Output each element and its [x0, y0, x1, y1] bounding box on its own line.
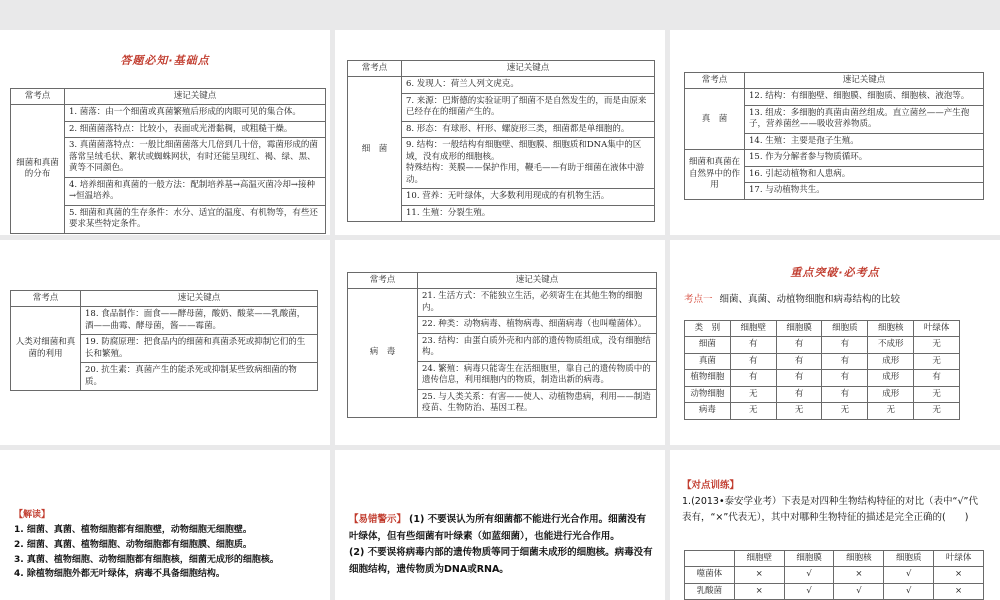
cell: 有 — [730, 353, 776, 369]
cell: 噬菌体 — [685, 567, 735, 583]
cell: 无 — [914, 353, 960, 369]
warning-block — [349, 512, 655, 579]
cell: × — [934, 567, 984, 583]
table-row — [348, 77, 655, 93]
slide-human-use — [0, 240, 330, 445]
table-row — [348, 289, 657, 317]
cell: 动物细胞 — [685, 386, 731, 402]
table-header-row — [11, 291, 318, 307]
header-cell: 常考点 — [11, 291, 81, 307]
slide-virus — [335, 240, 665, 445]
cell: 成形 — [868, 353, 914, 369]
cell: 无 — [914, 337, 960, 353]
category-cell: 细菌和真菌的分布 — [11, 105, 65, 233]
slide-key-points — [670, 240, 1000, 445]
banner-text: 重点突破·必考点 — [790, 266, 880, 279]
item-cell: 23. 结构：由蛋白质外壳和内部的遗传物质组成，没有细胞结构。 — [418, 333, 657, 361]
header-cell: 细胞质 — [884, 551, 934, 567]
header-cell: 细胞质 — [822, 321, 868, 337]
cell: 无 — [914, 403, 960, 419]
header-cell: 速记关键点 — [402, 61, 655, 77]
point-label: 考点一 — [684, 294, 713, 305]
table-row — [11, 105, 326, 121]
slide-bacteria — [335, 30, 665, 235]
interpretation-line: 1. 细菌、真菌、植物细胞都有细胞壁，动物细胞无细胞壁。 — [14, 524, 252, 535]
item-cell: 12. 结构：有细胞壁、细胞膜、细胞质、细胞核、液泡等。 — [745, 89, 984, 105]
cell: 乳酸菌 — [685, 583, 735, 599]
cell: 成形 — [868, 386, 914, 402]
header-cell: 速记关键点 — [65, 89, 326, 105]
table-row — [685, 583, 984, 599]
item-cell: 24. 繁殖：病毒只能寄生在活细胞里，靠自己的遗传物质中的遗传信息，利用细胞内的物质，制造出新的病毒。 — [418, 361, 657, 389]
item-cell: 8. 形态：有球形、杆形、螺旋形三类，细菌都是单细胞的。 — [402, 121, 655, 137]
warning-line: (1) 不要误认为所有细菌都不能进行光合作用。细菌没有叶绿体，但有些细菌有叶绿素（如蓝细菌），也能进行光合作用。 — [349, 514, 647, 542]
interpretation-block — [14, 508, 324, 582]
cell: 植物细胞 — [685, 370, 731, 386]
category-cell: 细菌和真菌在自然界中的作用 — [685, 150, 745, 199]
item-cell: 22. 种类：动物病毒、植物病毒、细菌病毒（也叫噬菌体）。 — [418, 317, 657, 333]
item-cell: 10. 营养：无叶绿体，大多数利用现成的有机物生活。 — [402, 189, 655, 205]
cell: √ — [784, 567, 834, 583]
cell: 无 — [914, 386, 960, 402]
interpretation-label: 【解读】 — [14, 510, 51, 520]
cell: × — [734, 583, 784, 599]
slide-mistake-warning — [335, 450, 665, 600]
item-cell: 17. 与动植物共生。 — [745, 183, 984, 199]
category-cell: 真 菌 — [685, 89, 745, 150]
cell: 无 — [730, 386, 776, 402]
point-title — [684, 292, 900, 308]
item-cell: 14. 生殖：主要是孢子生殖。 — [745, 133, 984, 149]
header-cell: 叶绿体 — [914, 321, 960, 337]
cell: 有 — [776, 386, 822, 402]
section-banner — [670, 264, 1000, 280]
cell: 无 — [822, 403, 868, 419]
header-cell: 常考点 — [348, 61, 402, 77]
header-cell: 常考点 — [348, 273, 418, 289]
table-header-row — [11, 89, 326, 105]
cell: × — [934, 583, 984, 599]
item-cell: 6. 发现人：荷兰人列文虎克。 — [402, 77, 655, 93]
slide-fungi — [670, 30, 1000, 235]
interpretation-line: 2. 细菌、真菌、植物细胞、动物细胞都有细胞膜、细胞质。 — [14, 539, 252, 550]
cell: 无 — [868, 403, 914, 419]
point-text: 细菌、真菌、动植物细胞和病毒结构的比较 — [719, 294, 901, 305]
item-cell: 4. 培养细菌和真菌的一般方法：配制培养基→高温灭菌冷却→接种→恒温培养。 — [65, 177, 326, 205]
table-row — [685, 353, 960, 369]
header-cell: 常考点 — [11, 89, 65, 105]
header-cell: 类 别 — [685, 321, 731, 337]
item-cell: 7. 来源：巴斯德的实验证明了细菌不是自然发生的，而是由原来已经存在的细菌产生的。 — [402, 93, 655, 121]
header-cell: 速记关键点 — [745, 73, 984, 89]
item-cell: 2. 细菌菌落特点：比较小，表面或光滑黏稠，或粗糙干燥。 — [65, 121, 326, 137]
cell: √ — [884, 567, 934, 583]
table-row — [685, 370, 960, 386]
cell: 无 — [776, 403, 822, 419]
table-row — [685, 150, 984, 166]
cell: 有 — [730, 370, 776, 386]
cell: √ — [784, 583, 834, 599]
header-cell: 细胞核 — [868, 321, 914, 337]
cell: 细菌 — [685, 337, 731, 353]
category-cell: 病 毒 — [348, 289, 418, 417]
knowledge-table — [347, 272, 657, 418]
item-cell: 5. 细菌和真菌的生存条件：水分、适宜的温度、有机物等，有些还要求某些特定条件。 — [65, 205, 326, 233]
knowledge-table — [347, 60, 655, 222]
header-cell: 速记关键点 — [81, 291, 318, 307]
header-cell: 细胞核 — [834, 551, 884, 567]
table-row — [685, 89, 984, 105]
item-cell: 9. 结构：一般结构有细胞壁、细胞膜、细胞质和DNA集中的区域，没有成形的细胞核。 特殊结构：荚膜——保护作用，鞭毛——有助于细菌在液体中游动。 — [402, 138, 655, 189]
item-cell: 20. 抗生素：真菌产生的能杀死或抑制某些致病细菌的物质。 — [81, 363, 318, 391]
cell: 有 — [822, 337, 868, 353]
header-cell: 细胞壁 — [734, 551, 784, 567]
cell: × — [734, 567, 784, 583]
cell: 有 — [730, 337, 776, 353]
table-row — [685, 567, 984, 583]
knowledge-table — [10, 88, 326, 234]
slide-practice — [670, 450, 1000, 600]
item-cell: 3. 真菌菌落特点：一般比细菌菌落大几倍到几十倍，霉菌形成的菌落常呈绒毛状、絮状或蜘蛛网状，有时还能呈现红、褐、绿、黑、黄等不同颜色。 — [65, 138, 326, 177]
table-header-row — [685, 551, 984, 567]
cell: √ — [834, 583, 884, 599]
header-cell: 细胞膜 — [784, 551, 834, 567]
cell: 有 — [822, 386, 868, 402]
cell: √ — [884, 583, 934, 599]
table-row — [685, 386, 960, 402]
cell: 无 — [730, 403, 776, 419]
warning-line: (2) 不要误将病毒内部的遗传物质等同于细菌未成形的细胞核。病毒没有细胞结构，遗传物质为DNA或RNA。 — [349, 547, 653, 575]
practice-question: 1.(2013•泰安学业考）下表是对四种生物结构特征的对比（表中“√”代表有，“×”代表无），其中对哪种生物特征的描述是完全正确的( ) — [682, 496, 978, 524]
banner-text: 答题必知·基础点 — [120, 54, 210, 67]
slide-basics-distribution — [0, 30, 330, 235]
table-header-row — [348, 273, 657, 289]
cell: 成形 — [868, 370, 914, 386]
slide-interpretation — [0, 450, 330, 600]
interpretation-line: 3. 真菌、植物细胞、动物细胞都有细胞核，细菌无成形的细胞核。 — [14, 554, 279, 565]
cell: 病毒 — [685, 403, 731, 419]
cell: 有 — [914, 370, 960, 386]
interpretation-line: 4. 除植物细胞外都无叶绿体，病毒不具备细胞结构。 — [14, 569, 225, 580]
table-row — [685, 337, 960, 353]
category-cell: 人类对细菌和真菌的利用 — [11, 307, 81, 391]
header-cell — [685, 551, 735, 567]
warning-label: 【易错警示】 — [349, 514, 407, 525]
header-cell: 叶绿体 — [934, 551, 984, 567]
item-cell: 21. 生活方式：不能独立生活，必须寄生在其他生物的细胞内。 — [418, 289, 657, 317]
cell: 有 — [822, 353, 868, 369]
cell: × — [834, 567, 884, 583]
category-cell: 细 菌 — [348, 77, 402, 222]
cell: 不成形 — [868, 337, 914, 353]
practice-block — [682, 478, 982, 526]
item-cell: 18. 食品制作：面食——酵母菌，酸奶、酸菜——乳酸菌，酒——曲霉、酵母菌，酱——霉菌。 — [81, 307, 318, 335]
table-row — [11, 307, 318, 335]
item-cell: 15. 作为分解者参与物质循环。 — [745, 150, 984, 166]
section-banner — [0, 52, 330, 68]
item-cell: 1. 菌落：由一个细菌或真菌繁殖后形成的肉眼可见的集合体。 — [65, 105, 326, 121]
practice-table — [684, 550, 984, 600]
comparison-table — [684, 320, 960, 420]
table-header-row — [685, 73, 984, 89]
header-cell: 速记关键点 — [418, 273, 657, 289]
knowledge-table — [684, 72, 984, 200]
cell: 有 — [776, 370, 822, 386]
item-cell: 16. 引起动植物和人患病。 — [745, 166, 984, 182]
item-cell: 25. 与人类关系：有害——使人、动植物患病，利用——制造疫苗、生物防治、基因工程。 — [418, 389, 657, 417]
cell: 真菌 — [685, 353, 731, 369]
knowledge-table — [10, 290, 318, 391]
cell: 有 — [822, 370, 868, 386]
item-cell: 13. 组成：多细胞的真菌由菌丝组成。直立菌丝——产生孢子，营养菌丝——吸收营养物质。 — [745, 105, 984, 133]
item-cell: 11. 生殖：分裂生殖。 — [402, 205, 655, 221]
header-cell: 细胞膜 — [776, 321, 822, 337]
item-cell: 19. 防腐原理：把食品内的细菌和真菌杀死或抑制它们的生长和繁殖。 — [81, 335, 318, 363]
header-cell: 细胞壁 — [730, 321, 776, 337]
practice-label: 【对点训练】 — [682, 480, 740, 491]
cell: 有 — [776, 353, 822, 369]
table-header-row — [685, 321, 960, 337]
cell: 有 — [776, 337, 822, 353]
table-header-row — [348, 61, 655, 77]
table-row — [685, 403, 960, 419]
header-cell: 常考点 — [685, 73, 745, 89]
